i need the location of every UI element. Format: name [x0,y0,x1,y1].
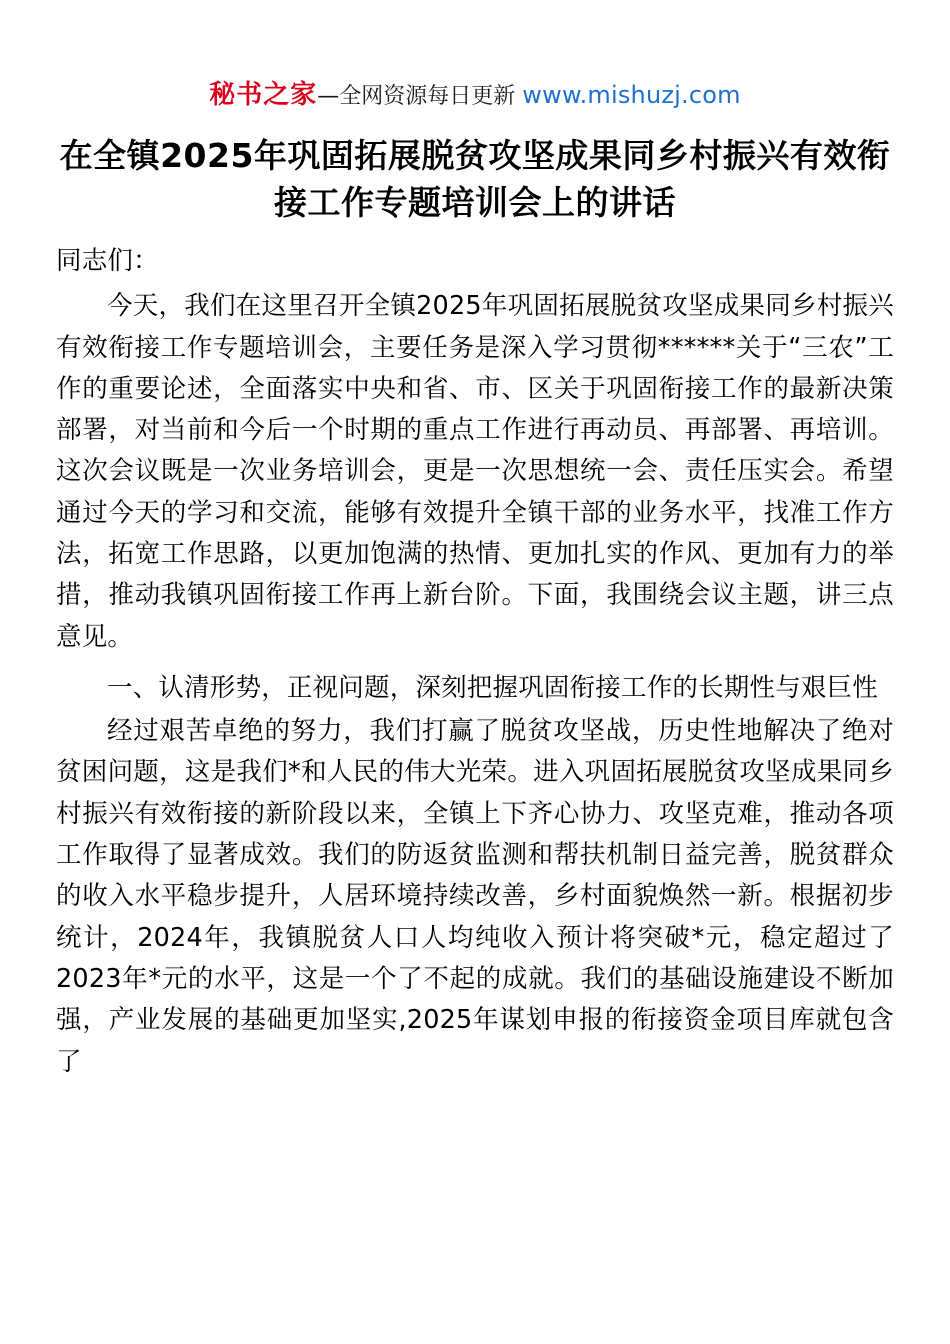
paragraph-1: 今天，我们在这里召开全镇2025年巩固拓展脱贫攻坚成果同乡村振兴有效衔接工作专题培训会，主要任务是深入学习贯彻******关于“三农”工作的重要论述，全面落实中央和省、市、区关于巩固衔接工作的最新决策部署，对当前和今后一个时期的重点工作进行再动员、再部署、再培训。这次会议既是一次业务培训会，更是一次思想统一会、责任压实会。希望通过今天的学习和交流，能够有效提升全镇干部的业务水平，找准工作方法，拓宽工作思路，以更加饱满的热情、更加扎实的作风、更加有力的举措，推动我镇巩固衔接工作再上新台阶。下面，我围绕会议主题，讲三点意见。 [56,291,894,652]
site-banner [56,80,894,111]
site-brand: 秘书之家 [209,80,318,110]
page-title: 在全镇2025年巩固拓展脱贫攻坚成果同乡村振兴有效衔接工作专题培训会上的讲话 [59,136,891,223]
document-body [56,241,894,1083]
salutation: 同志们： [56,245,159,276]
paragraph-2: 经过艰苦卓绝的努力，我们打赢了脱贫攻坚战，历史性地解决了绝对贫困问题，这是我们*和人民的伟大光荣。进入巩固拓展脱贫攻坚成果同乡村振兴有效衔接的新阶段以来，全镇上下齐心协力、攻坚克难，推动各项工作取得了显著成效。我们的防返贫监测和帮扶机制日益完善，脱贫群众的收入水平稳步提升，人居环境持续改善，乡村面貌焕然一新。根据初步统计，2024年，我镇脱贫人口人均纯收入预计将突破*元，稳定超过了2023年*元的水平，这是一个了不起的成就。我们的基础设施建设不断加强，产业发展的基础更加坚实,2025年谋划申报的衔接资金项目库就包含了 [56,716,894,1077]
site-url[interactable]: www.mishuzj.com [522,81,741,109]
page-bottom-margin [0,1304,950,1344]
section-heading-1: 一、认清形势，正视问题，深刻把握巩固衔接工作的长期性与艰巨性 [107,672,879,703]
site-tagline: —全网资源每日更新 [317,84,523,109]
